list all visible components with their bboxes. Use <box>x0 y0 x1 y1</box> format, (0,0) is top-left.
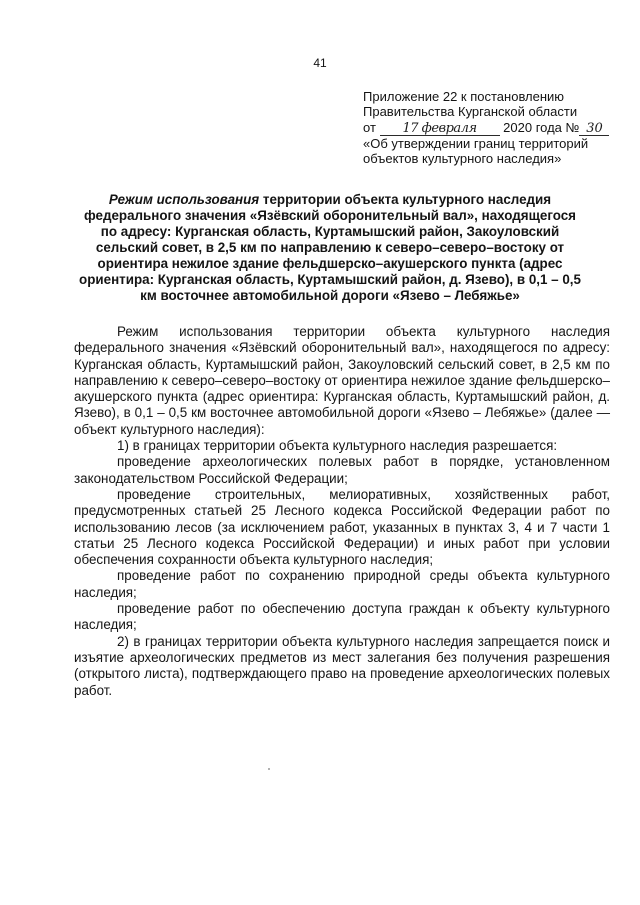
appendix-date-line <box>363 120 625 136</box>
appendix-from-label: от <box>363 119 376 135</box>
handwritten-number: 30 <box>579 122 609 136</box>
title-line-3: по адресу: Курганская область, Куртамышский район, Закоуловский <box>100 224 560 239</box>
document-body <box>74 324 610 699</box>
title-line-6: ориентира: Курганская область, Куртамышский район, д. Язево), в 0,1 – 0,5 <box>79 272 581 287</box>
title-line-5: ориентира нежилое здание фельдшерско–акушерского пункта (адрес <box>97 256 563 271</box>
title-line-2: федерального значения «Язёвский оборонительный вал», находящегося <box>83 208 576 223</box>
scan-speck <box>268 768 270 770</box>
body-item-1-d: проведение работ по обеспечению доступа граждан к объекту культурного наследия; <box>74 601 610 633</box>
appendix-header <box>363 89 625 167</box>
appendix-line-2: Правительства Курганской области <box>363 104 578 120</box>
body-item-1-a: проведение археологических полевых работ в порядке, установленном законодательством Российской Федерации; <box>74 454 610 486</box>
title-lead: Режим использования <box>108 192 260 207</box>
body-item-1: 1) в границах территории объекта культурного наследия разрешается: <box>117 438 558 454</box>
body-item-2: 2) в границах территории объекта культурного наследия запрещается поиск и изъятие археологических предметов из мест залегания без получения разрешения (открытого листа), подтверждающего право на проведение археологических полевых работ. <box>74 633 610 698</box>
title-line-1-rest: территории объекта культурного наследия <box>259 192 552 207</box>
title-line-4: сельский совет, в 2,5 км по направлению к северо–северо–востоку от <box>95 240 565 255</box>
body-intro-paragraph: Режим использования территории объекта культурного наследия федерального значения «Язёвский оборонительный вал», находящегося по адресу: Курганская область, Куртамышский район, Закоуловский сельский совет, в 2,5 км по направлению к северо–северо–востоку от ориентира нежилое здание фельдшерско–акушерского пункта (адрес ориентира: Курганская область, Куртамышский район, д. Язево), в 0,1 – 0,5 км восточнее автомобильной дороги «Язево – Лебяжье» (далее — объект культурного наследия): <box>74 324 610 437</box>
title-line-7: км восточнее автомобильной дороги «Язево – Лебяжье» <box>140 288 520 303</box>
appendix-line-1: Приложение 22 к постановлению <box>363 89 565 104</box>
document-title <box>70 192 590 304</box>
handwritten-date: 17 февраля <box>380 122 500 136</box>
body-item-1-b: проведение строительных, мелиоративных, хозяйственных работ, предусмотренных статьей 25 Лесного кодекса Российской Федерации работ по использованию лесов (за исключением работ, указанных в пунктах 3, 4 и 7 части 1 статьи 25 Лесного кодекса Российской Федерации) и иных работ при условии обеспечения сохранности объекта культурного наследия; <box>74 486 610 568</box>
page-number: 41 <box>313 56 327 70</box>
appendix-subject-line-2: объектов культурного наследия» <box>363 151 562 167</box>
title-line-1 <box>70 192 590 208</box>
appendix-year-text: 2020 года № <box>503 119 580 135</box>
appendix-subject-line-1: «Об утверждении границ территорий <box>363 135 589 151</box>
body-item-1-c: проведение работ по сохранению природной среды объекта культурного наследия; <box>74 568 610 600</box>
